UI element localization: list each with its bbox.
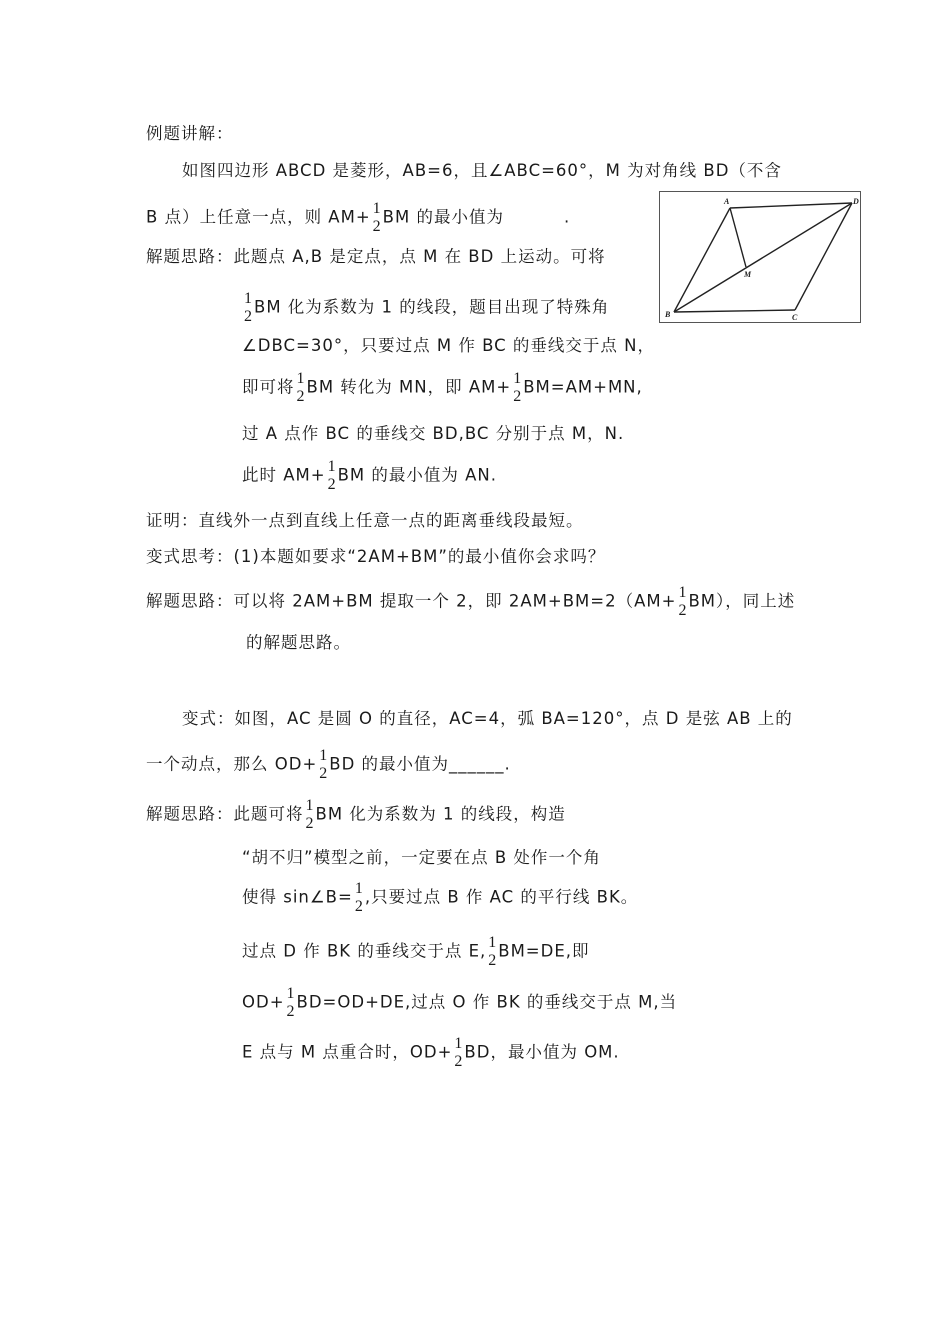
fraction-half: 1 2	[327, 458, 336, 493]
variant-idea-a: 解题思路：可以将 2AM+BM 提取一个 2，即 2AM+BM=2（AM+	[146, 591, 677, 611]
label-b: B	[665, 310, 671, 319]
label-m: M	[744, 270, 752, 279]
fraction-half: 1 2	[678, 584, 687, 619]
idea-text-4a: 即可将	[242, 377, 295, 397]
variant-idea-3b: ,只要过点 B 作 AC 的平行线 BK。	[364, 887, 639, 907]
fraction-half: 1 2	[488, 934, 497, 969]
segment-am	[730, 208, 746, 267]
variant-idea-5a: OD+	[242, 992, 285, 1012]
rhombus-diagram	[660, 192, 860, 322]
fraction-half: 1 2	[244, 290, 252, 325]
variant-idea-1a: 此题可将	[233, 804, 304, 824]
edge-ad	[730, 203, 852, 208]
variant-idea-3	[242, 880, 638, 916]
diagonal-bd	[674, 203, 852, 312]
idea-text-2: BM 化为系数为 1 的线段，题目出现了特殊角	[254, 297, 610, 317]
variant-idea-5	[242, 985, 677, 1021]
variant-idea-line-1	[146, 584, 795, 620]
idea-text-4c: BM=AM+MN,	[523, 377, 643, 397]
edge-cb	[674, 310, 795, 312]
variant-idea-label: 解题思路：	[146, 804, 234, 824]
rhombus-figure	[659, 191, 861, 323]
idea-label: 解题思路：	[146, 247, 234, 266]
fraction-half: 1 2	[513, 370, 522, 405]
example-line-2-c: .	[563, 207, 571, 227]
variant-idea-4b: BM=DE,即	[498, 941, 590, 961]
variant-line-2	[146, 747, 511, 783]
fraction-half: 1 2	[296, 370, 305, 405]
section-heading: 例题讲解：	[146, 124, 234, 143]
label-d: D	[853, 197, 859, 206]
variant-line-2b: BD 的最小值为______.	[329, 754, 511, 774]
edge-ba	[674, 208, 730, 312]
fraction-half: 1 2	[286, 985, 295, 1020]
edge-dc	[795, 203, 852, 310]
example-line-1: 如图四边形 ABCD 是菱形，AB=6，且∠ABC=60°，M 为对角线 BD（不含	[182, 161, 782, 180]
variant-idea-6	[242, 1035, 620, 1071]
fraction-half: 1 2	[454, 1035, 463, 1070]
variant-idea-4a: 过点 D 作 BK 的垂线交于点 E,	[242, 941, 487, 961]
variant-idea-b: BM），同上述	[688, 591, 796, 611]
idea-text-4b: BM 转化为 MN，即 AM+	[306, 377, 512, 397]
variant-idea-2: “胡不归”模型之前，一定要在点 B 处作一个角	[242, 848, 601, 867]
fraction-half: 1 2	[305, 797, 314, 832]
variant-idea-6b: BD，最小值为 OM.	[464, 1042, 620, 1062]
variant-idea-1	[146, 797, 566, 833]
variant-think-line: 变式思考：(1)本题如要求“2AM+BM”的最小值你会求吗？	[146, 547, 606, 566]
idea-text-6b: BM 的最小值为 AN.	[337, 465, 498, 485]
idea-line-4	[242, 370, 643, 406]
label-a: A	[724, 197, 730, 206]
variant-idea-5b: BD=OD+DE,过点 O 作 BK 的垂线交于点 M,当	[296, 992, 678, 1012]
variant-idea-4	[242, 934, 590, 970]
idea-text-1: 此题点 A,B 是定点，点 M 在 BD 上运动。可将	[233, 247, 606, 266]
idea-line-1	[146, 246, 606, 268]
idea-text-6a: 此时 AM+	[242, 465, 326, 485]
example-line-2	[146, 200, 570, 236]
variant-idea-1b: BM 化为系数为 1 的线段，构造	[315, 804, 566, 824]
variant-idea-6a: E 点与 M 点重合时，OD+	[242, 1042, 453, 1062]
label-c: C	[792, 313, 798, 322]
variant-line-1: 变式：如图，AC 是圆 O 的直径，AC=4，弧 BA=120°，点 D 是弦 AB 上的	[182, 709, 793, 728]
fraction-half: 1 2	[372, 200, 381, 235]
idea-line-3: ∠DBC=30°，只要过点 M 作 BC 的垂线交于点 N，	[242, 336, 655, 355]
fraction-half: 1 2	[319, 747, 328, 782]
proof-line: 证明：直线外一点到直线上任意一点的距离垂线段最短。	[146, 511, 584, 530]
variant-idea-line-2: 的解题思路。	[246, 633, 351, 652]
idea-line-2	[242, 290, 609, 326]
example-line-2-a: B 点）上任意一点，则 AM+	[146, 207, 371, 227]
example-line-2-b: BM 的最小值为	[382, 207, 504, 227]
fraction-half: 1 2	[354, 880, 363, 915]
variant-idea-3a: 使得 sin∠B=	[242, 887, 353, 907]
idea-line-6	[242, 458, 497, 494]
variant-line-2a: 一个动点，那么 OD+	[146, 754, 318, 774]
idea-line-5: 过 A 点作 BC 的垂线交 BD,BC 分别于点 M，N.	[242, 424, 625, 443]
